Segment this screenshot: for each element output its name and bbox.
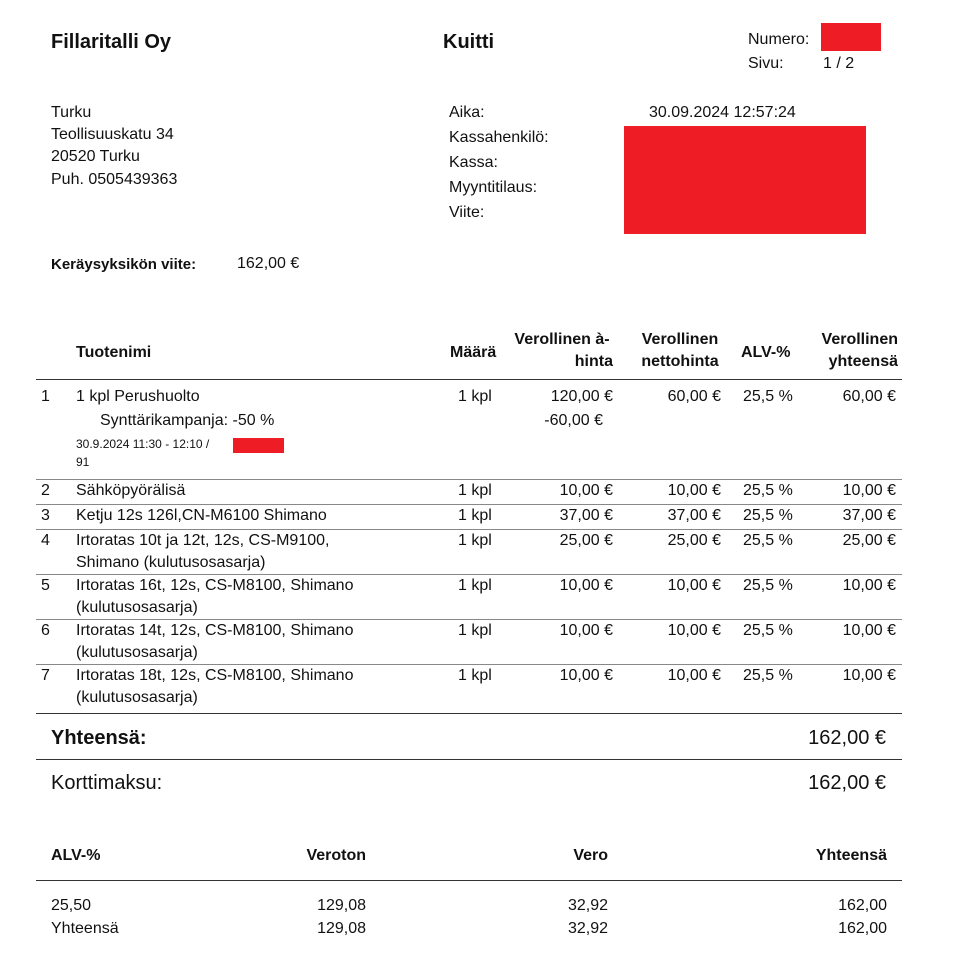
address-city: Turku — [51, 104, 92, 121]
row-total: 60,00 € — [842, 388, 896, 405]
row-number: 4 — [41, 532, 50, 549]
row-number: 5 — [41, 577, 50, 594]
vat-rate: 25,50 — [51, 897, 92, 914]
register-label: Kassa: — [449, 154, 498, 171]
number-label: Numero: — [748, 31, 810, 48]
row-product-name-line2: (kulutusosasarja) — [76, 689, 198, 706]
header-net-1: Verollinen — [641, 331, 719, 348]
row-product-name: 1 kpl Perushuolto — [76, 388, 200, 405]
collection-value: 162,00 € — [237, 255, 300, 272]
header-qty: Määrä — [450, 344, 497, 361]
row-net-price: 10,00 € — [667, 577, 721, 594]
reference-label: Viite: — [449, 204, 485, 221]
total-value: 162,00 € — [808, 727, 886, 749]
row-discount-label: Synttärikampanja: -50 % — [100, 412, 275, 429]
row-vat: 25,5 % — [743, 507, 793, 524]
row-number: 3 — [41, 507, 50, 524]
row-product-name: Ketju 12s 126l,CN-M6100 Shimano — [76, 507, 327, 524]
row-total: 10,00 € — [842, 667, 896, 684]
row-net-price: 37,00 € — [667, 507, 721, 524]
vat-header-rate: ALV-% — [51, 847, 101, 864]
row-net-price: 10,00 € — [667, 482, 721, 499]
row-quantity: 1 kpl — [458, 507, 492, 524]
row-divider — [36, 664, 902, 665]
page-label: Sivu: — [748, 55, 784, 72]
total-label: Yhteensä: — [51, 727, 147, 749]
row-total: 37,00 € — [842, 507, 896, 524]
row-product-name-line2: Shimano (kulutusosasarja) — [76, 554, 266, 571]
document-title: Kuitti — [443, 31, 495, 53]
vat-header-tax: Vero — [573, 847, 608, 864]
header-vat: ALV-% — [741, 344, 791, 361]
row-quantity: 1 kpl — [458, 577, 492, 594]
row-net-price: 10,00 € — [667, 622, 721, 639]
row-product-name: Sähköpyörälisä — [76, 482, 186, 499]
row-vat: 25,5 % — [743, 482, 793, 499]
row-divider — [36, 479, 902, 480]
vat-net: 129,08 — [317, 897, 366, 914]
header-total-2: yhteensä — [828, 353, 898, 370]
row-unit-price: 37,00 € — [559, 507, 613, 524]
row-time-note: 30.9.2024 11:30 - 12:10 / — [76, 437, 210, 451]
collection-label: Keräysyksikön viite: — [51, 256, 197, 273]
time-label: Aika: — [449, 104, 485, 121]
vat-header-total: Yhteensä — [815, 847, 887, 864]
vat-summary-rule — [36, 880, 902, 881]
vat-total: 162,00 — [838, 920, 887, 937]
row-divider — [36, 574, 902, 575]
row-unit-price: 10,00 € — [559, 577, 613, 594]
row-vat: 25,5 % — [743, 532, 793, 549]
company-name: Fillaritalli Oy — [51, 31, 172, 53]
row-quantity: 1 kpl — [458, 667, 492, 684]
row-net-price: 25,00 € — [667, 532, 721, 549]
page-value: 1 / 2 — [823, 55, 855, 72]
time-value: 30.09.2024 12:57:24 — [649, 104, 796, 121]
row-divider — [36, 529, 902, 530]
row-note-line: 91 — [76, 455, 90, 469]
row-product-name: Irtoratas 16t, 12s, CS-M8100, Shimano — [76, 577, 354, 594]
header-total-1: Verollinen — [821, 331, 898, 348]
row-unit-price: 10,00 € — [559, 482, 613, 499]
row-vat: 25,5 % — [743, 622, 793, 639]
row-quantity: 1 kpl — [458, 388, 492, 405]
row-divider — [36, 619, 902, 620]
vat-tax: 32,92 — [567, 897, 608, 914]
header-name: Tuotenimi — [76, 344, 152, 361]
row-discount-value: -60,00 € — [544, 412, 603, 429]
vat-header-net: Veroton — [306, 847, 366, 864]
meta-redaction — [624, 126, 866, 234]
row-unit-price: 25,00 € — [559, 532, 613, 549]
row-unit-price: 120,00 € — [550, 388, 613, 405]
vat-tax: 32,92 — [567, 920, 608, 937]
row-total: 10,00 € — [842, 622, 896, 639]
table-header-rule — [36, 379, 902, 380]
address-phone: Puh. 0505439363 — [51, 171, 178, 188]
row-total: 25,00 € — [842, 532, 896, 549]
row-vat: 25,5 % — [743, 667, 793, 684]
cashier-label: Kassahenkilö: — [449, 129, 549, 146]
header-net-2: nettohinta — [641, 353, 719, 370]
row-quantity: 1 kpl — [458, 622, 492, 639]
row-net-price: 60,00 € — [667, 388, 721, 405]
address-postal: 20520 Turku — [51, 148, 140, 165]
row-unit-price: 10,00 € — [559, 622, 613, 639]
header-unit-2: hinta — [574, 353, 613, 370]
row-divider — [36, 504, 902, 505]
table-bottom-rule — [36, 713, 902, 714]
number-redaction — [821, 23, 881, 51]
address-street: Teollisuuskatu 34 — [51, 126, 174, 143]
row-product-name: Irtoratas 14t, 12s, CS-M8100, Shimano — [76, 622, 354, 639]
row-product-name: Irtoratas 10t ja 12t, 12s, CS-M9100, — [76, 532, 330, 549]
row-vat: 25,5 % — [743, 577, 793, 594]
vat-total: 162,00 — [838, 897, 887, 914]
row-product-name: Irtoratas 18t, 12s, CS-M8100, Shimano — [76, 667, 354, 684]
row-total: 10,00 € — [842, 482, 896, 499]
totals-rule — [36, 759, 902, 760]
row-total: 10,00 € — [842, 577, 896, 594]
row-quantity: 1 kpl — [458, 482, 492, 499]
row-unit-price: 10,00 € — [559, 667, 613, 684]
card-payment-value: 162,00 € — [808, 772, 886, 794]
card-payment-label: Korttimaksu: — [51, 772, 163, 794]
row-number: 7 — [41, 667, 50, 684]
row-number: 6 — [41, 622, 50, 639]
row-number: 2 — [41, 482, 50, 499]
order-label: Myyntitilaus: — [449, 179, 538, 196]
row-vat: 25,5 % — [743, 388, 793, 405]
vat-rate: Yhteensä — [51, 920, 119, 937]
header-unit-1: Verollinen à- — [514, 331, 610, 348]
vat-net: 129,08 — [317, 920, 366, 937]
row-net-price: 10,00 € — [667, 667, 721, 684]
row-quantity: 1 kpl — [458, 532, 492, 549]
row-product-name-line2: (kulutusosasarja) — [76, 599, 198, 616]
row-note-redaction — [233, 438, 284, 453]
row-number: 1 — [41, 388, 50, 405]
row-product-name-line2: (kulutusosasarja) — [76, 644, 198, 661]
